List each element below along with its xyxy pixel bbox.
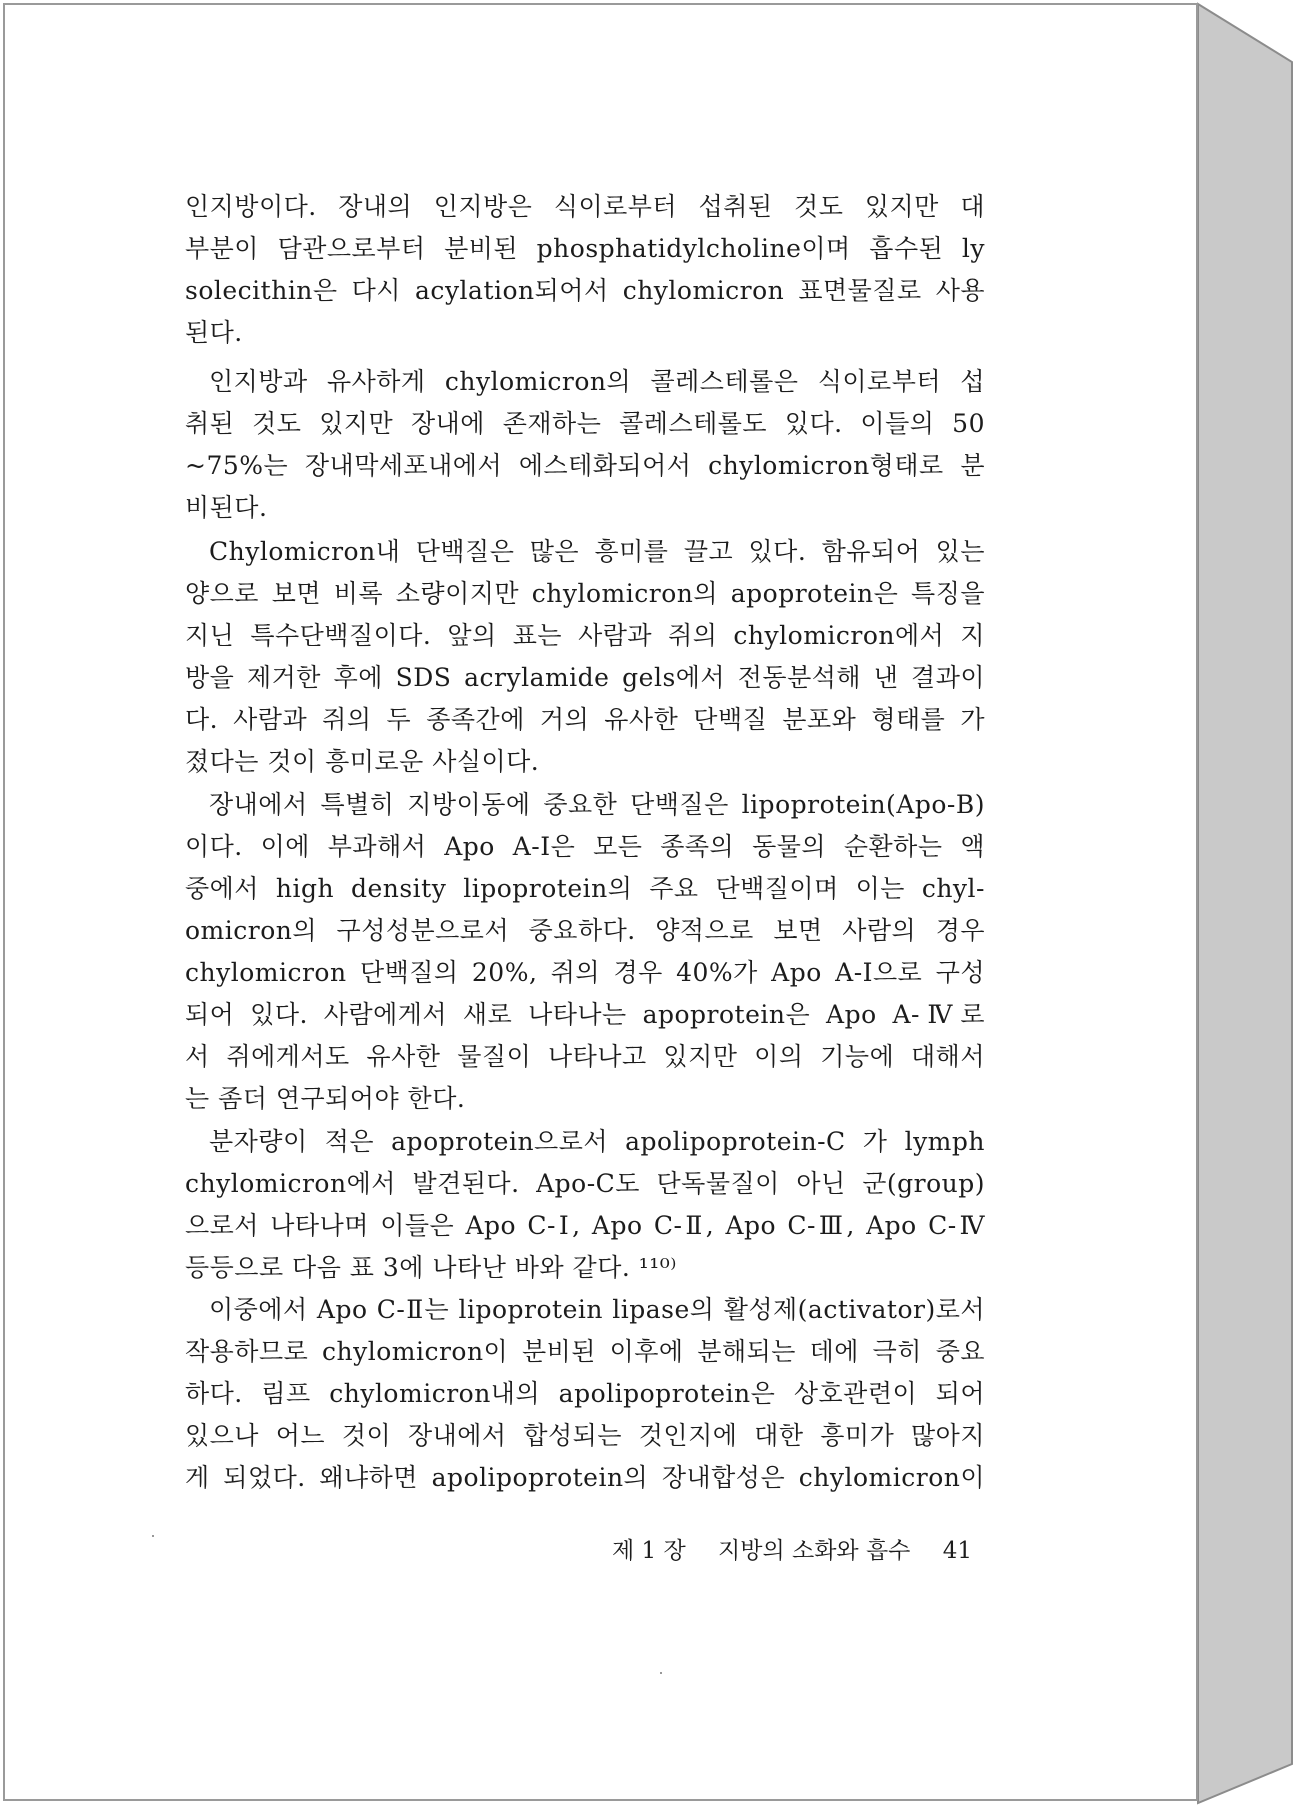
- text-line: 비된다.: [185, 493, 268, 522]
- text-line: 서 쥐에게서도 유사한 물질이 나타나고 있지만 이의 기능에 대해서: [185, 1042, 985, 1071]
- text-line: 작용하므로 chylomicron이 분비된 이후에 분해되는 데에 극히 중요: [185, 1337, 985, 1366]
- text-line: chylomicron에서 발견된다. Apo-C도 단독물질이 아닌 군(group): [185, 1169, 985, 1198]
- text-line: 으로서 나타나며 이들은 Apo C-Ⅰ, Apo C-Ⅱ, Apo C-Ⅲ, Apo C-Ⅳ: [185, 1211, 985, 1240]
- scan-speck: [152, 1535, 154, 1537]
- text-line: 다. 사람과 쥐의 두 종족간에 거의 유사한 단백질 분포와 형태를 가: [185, 705, 985, 734]
- text-line: 되어 있다. 사람에게서 새로 나타나는 apoprotein은 Apo A-Ⅳ로: [185, 1000, 985, 1029]
- text-line: 등등으로 다음 표 3에 나타난 바와 같다. ¹¹⁰⁾: [185, 1253, 677, 1282]
- text-line: 이다. 이에 부과해서 Apo A-I은 모든 종족의 동물의 순환하는 액: [185, 832, 985, 861]
- text-line: 지닌 특수단백질이다. 앞의 표는 사람과 쥐의 chylomicron에서 지: [185, 621, 985, 650]
- text-line: 는 좀더 연구되어야 한다.: [185, 1084, 466, 1113]
- text-line: 방을 제거한 후에 SDS acrylamide gels에서 전동분석해 낸 결과이: [185, 663, 985, 692]
- chapter-title: 지방의 소화와 흡수: [718, 1538, 911, 1564]
- text-line: omicron의 구성성분으로서 중요하다. 양적으로 보면 사람의 경우: [185, 916, 985, 945]
- page-number: 41: [942, 1538, 972, 1564]
- text-line: Chylomicron내 단백질은 많은 흥미를 끌고 있다. 함유되어 있는: [209, 537, 985, 566]
- text-line: 인지방과 유사하게 chylomicron의 콜레스테롤은 식이로부터 섭: [209, 367, 985, 396]
- text-line: 장내에서 특별히 지방이동에 중요한 단백질은 lipoprotein(Apo-B): [209, 790, 985, 819]
- text-line: chylomicron 단백질의 20%, 쥐의 경우 40%가 Apo A-I으로 구성: [185, 958, 985, 987]
- page-footer: [612, 1533, 972, 1569]
- text-line: 중에서 high density lipoprotein의 주요 단백질이며 이는 chyl-: [185, 874, 985, 903]
- text-line: 부분이 담관으로부터 분비된 phosphatidylcholine이며 흡수된 ly: [185, 234, 985, 263]
- scan-speck: [660, 1672, 662, 1674]
- text-line: 졌다는 것이 흥미로운 사실이다.: [185, 747, 540, 776]
- text-line: 된다.: [185, 318, 243, 347]
- text-line: 분자량이 적은 apoprotein으로서 apolipoprotein-C 가 lymph: [209, 1127, 985, 1156]
- chapter-label: 제 1 장: [612, 1538, 686, 1564]
- text-line: 게 되었다. 왜냐하면 apolipoprotein의 장내합성은 chylomicron이: [185, 1463, 985, 1492]
- text-line: 하다. 림프 chylomicron내의 apolipoprotein은 상호관련이 되어: [185, 1379, 985, 1408]
- text-line: solecithin은 다시 acylation되어서 chylomicron 표면물질로 사용: [185, 276, 985, 305]
- text-line: ~75%는 장내막세포내에서 에스테화되어서 chylomicron형태로 분: [185, 451, 985, 480]
- text-line: 인지방이다. 장내의 인지방은 식이로부터 섭취된 것도 있지만 대: [185, 192, 985, 221]
- text-line: 있으나 어느 것이 장내에서 합성되는 것인지에 대한 흥미가 많아지: [185, 1421, 985, 1450]
- text-line: 이중에서 Apo C-Ⅱ는 lipoprotein lipase의 활성제(activator)로서: [209, 1295, 985, 1324]
- text-line: 양으로 보면 비록 소량이지만 chylomicron의 apoprotein은 특징을: [185, 579, 985, 608]
- text-line: 취된 것도 있지만 장내에 존재하는 콜레스테롤도 있다. 이들의 50: [185, 409, 985, 438]
